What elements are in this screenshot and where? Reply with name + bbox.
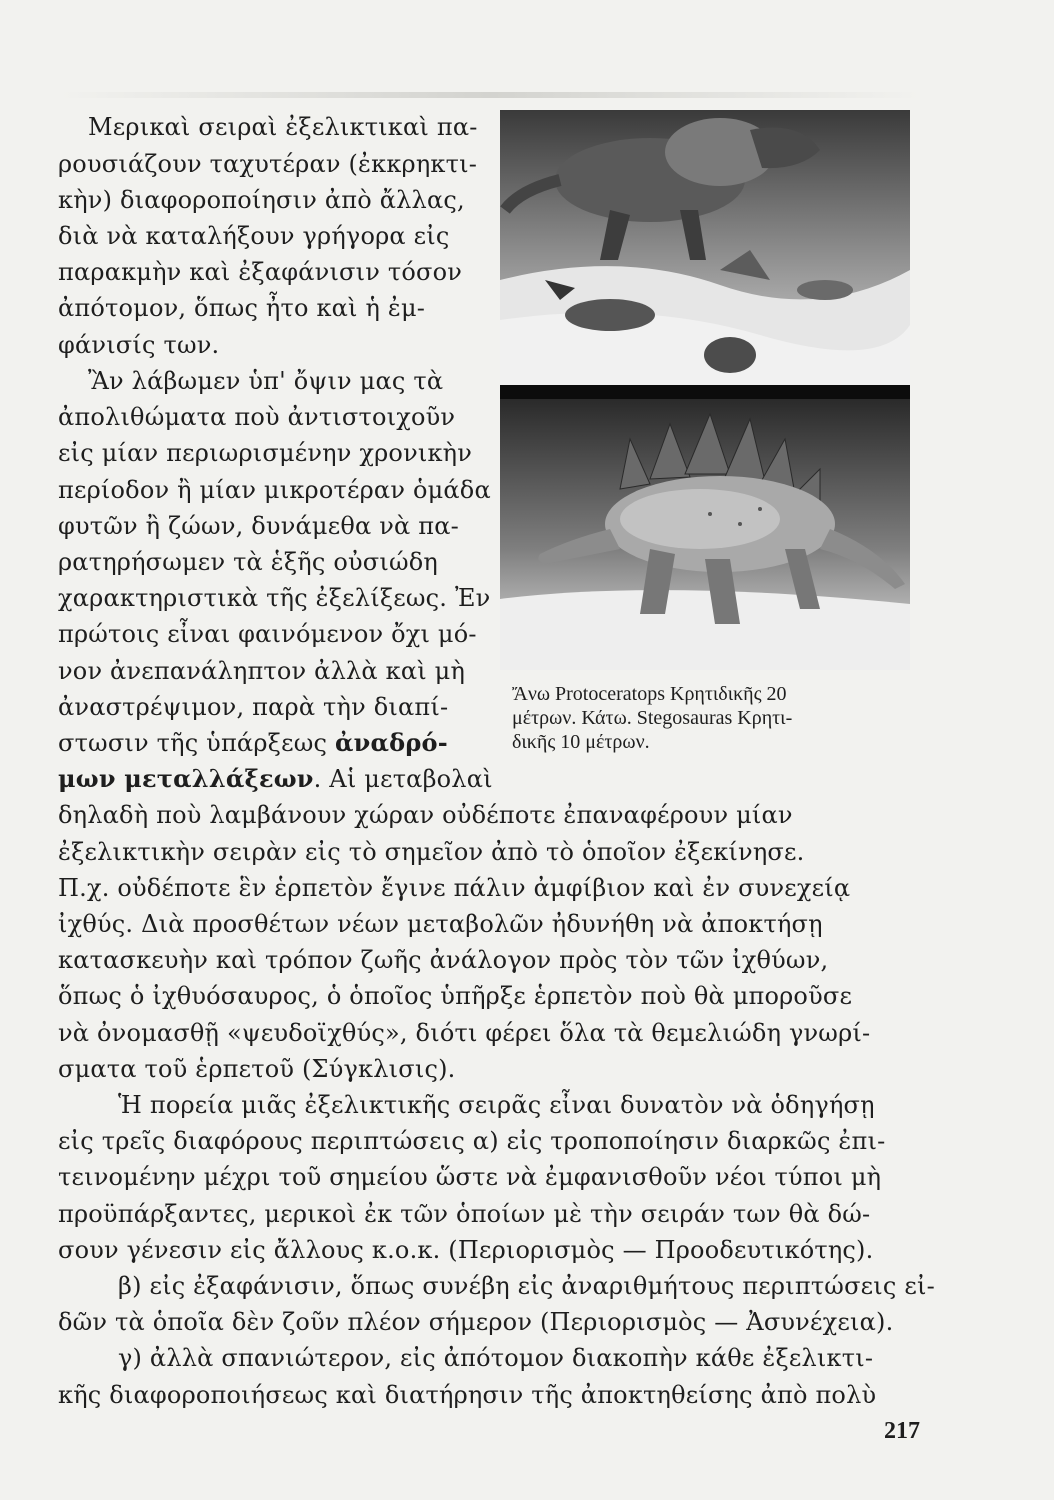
text-line: τεινομένην μέχρι τοῦ σημείου ὥστε νὰ ἐμφανισθοῦν νέοι τύποι μὴ (58, 1163, 882, 1191)
text-line: φυτῶν ἢ ζώων, δυνάμεθα νὰ πα- (58, 512, 459, 540)
text-line: εἰς τρεῖς διαφόρους περιπτώσεις α) εἰς τροποποίησιν διαρκῶς ἐπι- (58, 1127, 886, 1155)
text-line: ρουσιάζουν ταχυτέραν (ἐκκρηκτι- (58, 150, 478, 178)
text-line: δῶν τὰ ὁποῖα δὲν ζοῦν πλέον σήμερον (Περιορισμὸς — Ἀσυνέχεια). (58, 1308, 894, 1336)
text-line: σουν γένεσιν εἰς ἄλλους κ.ο.κ. (Περιορισμὸς — Προοδευτικότης). (58, 1236, 874, 1264)
text-line: κατασκευὴν καὶ τρόπον ζωῆς ἀνάλογον πρὸς τὸν τῶν ἰχθύων, (58, 946, 829, 974)
text-line: προϋπάρξαντες, μερικοὶ ἐκ τῶν ὁποίων μὲ τὴν σειράν των θὰ δώ- (58, 1200, 871, 1228)
text-line: β) εἰς ἐξαφάνισιν, ὅπως συνέβη εἰς ἀναριθμήτους περιπτώσεις εἰ- (118, 1272, 935, 1300)
text-line (58, 764, 493, 794)
text-line: ρατηρήσωμεν τὰ ἑξῆς οὐσιώδη (58, 548, 438, 576)
figure-divider (500, 385, 910, 399)
text-line: Ἂν λάβωμεν ὑπ' ὄψιν μας τὰ (88, 367, 444, 395)
page-number: 217 (884, 1418, 920, 1444)
text-line: ἐξελικτικὴν σειρὰν εἰς τὸ σημεῖον ἀπὸ τὸ ὁποῖον ἐξεκίνησε. (58, 838, 805, 866)
bold-term: ἀναδρό- (334, 728, 448, 757)
bleed-through-line (60, 92, 920, 98)
caption-line: μέτρων. Κάτω. Stegosauras Κρητι- (512, 707, 793, 729)
figure-caption (512, 682, 912, 754)
text-line: ἀπολιθώματα ποὺ ἀντιστοιχοῦν (58, 403, 456, 431)
text-line: Μερικαὶ σειραὶ ἐξελικτικαὶ πα- (88, 113, 478, 141)
text-run: . Αἱ μεταβολαὶ (313, 765, 493, 793)
dinosaur-figure (500, 110, 910, 670)
text-line: ἰχθύς. Διὰ προσθέτων νέων μεταβολῶν ἠδυνήθη νὰ ἀποκτήσῃ (58, 910, 823, 938)
caption-line: Ἄνω Protoceratops Κρητιδικῆς 20 (512, 683, 787, 705)
text-line: γ) ἀλλὰ σπανιώτερον, εἰς ἀπότομον διακοπὴν κάθε ἐξελικτι- (118, 1344, 874, 1372)
text-line: ἀπότομον, ὅπως ἦτο καὶ ἡ ἐμ- (58, 294, 426, 322)
text-line: ἀναστρέψιμον, παρὰ τὴν διαπί- (58, 693, 449, 721)
text-line: χαρακτηριστικὰ τῆς ἐξελίξεως. Ἐν (58, 584, 491, 612)
text-line: κὴν) διαφοροποίησιν ἀπὸ ἄλλας, (58, 186, 465, 214)
text-line: φάνισίς των. (58, 331, 220, 359)
text-line: νον ἀνεπανάληπτον ἀλλὰ καὶ μὴ (58, 657, 466, 685)
text-line: Ἡ πορεία μιᾶς ἐξελικτικῆς σειρᾶς εἶναι δυνατὸν νὰ ὁδηγήσῃ (118, 1091, 875, 1119)
text-line: σματα τοῦ ἑρπετοῦ (Σύγκλισις). (58, 1055, 456, 1083)
text-line (58, 728, 448, 758)
text-line: εἰς μίαν περιωρισμένην χρονικὴν (58, 439, 473, 467)
text-line: Π.χ. οὐδέποτε ἓν ἑρπετὸν ἔγινε πάλιν ἀμφίβιον καὶ ἐν συνεχείᾳ (58, 874, 851, 902)
text-line: κῆς διαφοροποιήσεως καὶ διατήρησιν τῆς ἀποκτηθείσης ἀπὸ πολὺ (58, 1381, 877, 1409)
text-line: νὰ ὀνομασθῇ «ψευδοϊχθύς», διότι φέρει ὅλα τὰ θεμελιώδη γνωρί- (58, 1019, 871, 1047)
caption-line: δικῆς 10 μέτρων. (512, 731, 650, 753)
stegosaurus-photo (500, 399, 910, 670)
text-line: δηλαδὴ ποὺ λαμβάνουν χώραν οὐδέποτε ἐπαναφέρουν μίαν (58, 801, 793, 829)
text-run: στωσιν τῆς ὑπάρξεως (58, 729, 335, 757)
text-line: παρακμὴν καὶ ἐξαφάνισιν τόσον (58, 258, 463, 286)
protoceratops-photo (500, 110, 910, 385)
text-line: πρώτοις εἶναι φαινόμενον ὄχι μό- (58, 620, 477, 648)
text-line: ὅπως ὁ ἰχθυόσαυρος, ὁ ὁποῖος ὑπῆρξε ἑρπετὸν ποὺ θὰ μποροῦσε (58, 982, 853, 1010)
bold-term: μων μεταλλάξεων (58, 764, 314, 793)
text-line: διὰ νὰ καταλήξουν γρήγορα εἰς (58, 222, 450, 250)
text-line: περίοδον ἢ μίαν μικροτέραν ὁμάδα (58, 476, 491, 504)
